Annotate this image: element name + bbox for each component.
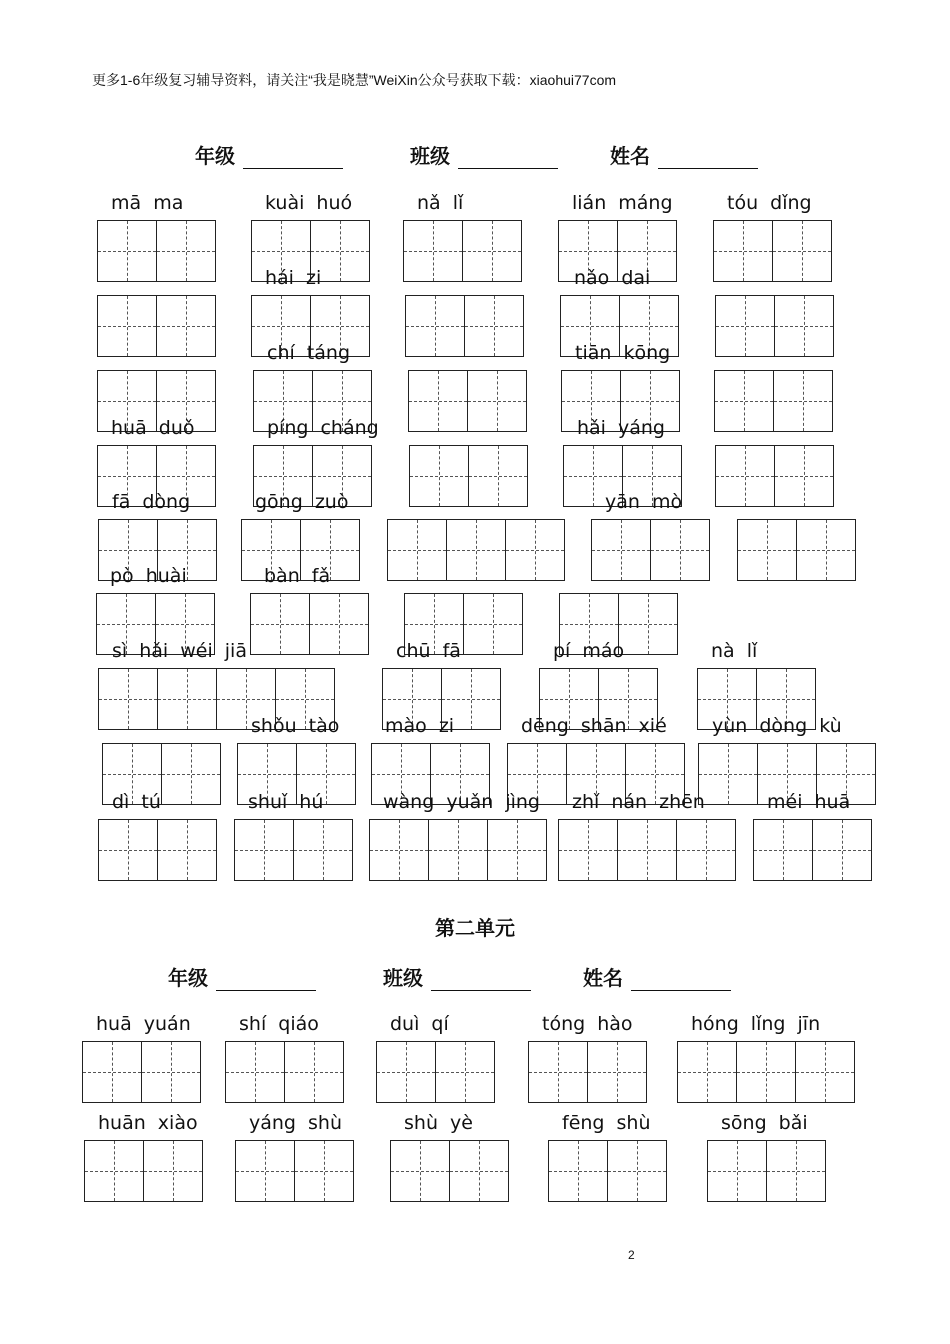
tian-zi-ge-boxes: [98, 819, 217, 881]
writing-cell[interactable]: [157, 296, 216, 356]
writing-cell[interactable]: [767, 1141, 826, 1201]
pinyin-label: pò huài: [110, 565, 187, 587]
writing-cell[interactable]: [294, 820, 353, 880]
tian-zi-ge-boxes: [713, 220, 832, 282]
writing-cell[interactable]: [142, 1042, 201, 1102]
writing-cell[interactable]: [714, 221, 773, 281]
pinyin-label: zhǐ nán zhēn: [572, 791, 705, 813]
pinyin-label: wàng yuǎn jìng: [383, 791, 540, 813]
writing-cell[interactable]: [469, 446, 528, 506]
writing-cell[interactable]: [708, 1141, 767, 1201]
unit2-class-blank[interactable]: [431, 972, 531, 991]
tian-zi-ge-boxes: [387, 519, 565, 581]
tian-zi-ge-boxes: [235, 1140, 354, 1202]
writing-cell[interactable]: [464, 594, 523, 654]
writing-cell[interactable]: [588, 1042, 647, 1102]
pinyin-label: bàn fǎ: [264, 565, 331, 587]
pinyin-label: gōng zuò: [255, 491, 349, 513]
unit2-class-field: [383, 962, 531, 991]
writing-cell[interactable]: [391, 1141, 450, 1201]
pinyin-label: hǎi yáng: [577, 417, 665, 439]
writing-cell[interactable]: [410, 446, 469, 506]
pinyin-label: chū fā: [396, 640, 461, 662]
writing-cell[interactable]: [488, 820, 547, 880]
writing-cell[interactable]: [651, 520, 710, 580]
pinyin-label: duì qí: [390, 1013, 449, 1035]
writing-cell[interactable]: [797, 520, 856, 580]
pinyin-label: huā duǒ: [111, 417, 195, 439]
tian-zi-ge-boxes: [558, 819, 736, 881]
writing-cell[interactable]: [592, 520, 651, 580]
tian-zi-ge-boxes: [405, 295, 524, 357]
tian-zi-ge-boxes: [714, 370, 833, 432]
writing-cell[interactable]: [158, 669, 217, 729]
tian-zi-ge-boxes: [715, 445, 834, 507]
pinyin-label: kuài huó: [265, 192, 353, 214]
tian-zi-ge-boxes: [528, 1041, 647, 1103]
tian-zi-ge-boxes: [250, 593, 369, 655]
writing-cell[interactable]: [388, 520, 447, 580]
writing-cell[interactable]: [436, 1042, 495, 1102]
pinyin-label: méi huā: [767, 791, 851, 813]
unit2-grade-field: [168, 962, 316, 991]
tian-zi-ge-boxes: [707, 1140, 826, 1202]
pinyin-label: yān mò: [605, 491, 683, 513]
name-field: [610, 140, 758, 169]
pinyin-label: mào zi: [385, 715, 455, 737]
writing-cell[interactable]: [99, 820, 158, 880]
writing-cell[interactable]: [608, 1141, 667, 1201]
pinyin-label: dì tú: [112, 791, 161, 813]
pinyin-label: shǒu tào: [251, 715, 340, 737]
pinyin-label: dēng shān xié: [521, 715, 667, 737]
unit2-name-label: 姓名: [583, 966, 623, 990]
writing-cell[interactable]: [450, 1141, 509, 1201]
writing-cell[interactable]: [775, 296, 834, 356]
pinyin-label: shí qiáo: [239, 1013, 319, 1035]
writing-cell[interactable]: [677, 820, 736, 880]
unit2-name-field: [583, 962, 731, 991]
pinyin-label: tóng hào: [542, 1013, 633, 1035]
tian-zi-ge-boxes: [97, 220, 216, 282]
writing-cell[interactable]: [285, 1042, 344, 1102]
tian-zi-ge-boxes: [234, 819, 353, 881]
writing-cell[interactable]: [236, 1141, 295, 1201]
pinyin-label: huā yuán: [96, 1013, 191, 1035]
pinyin-label: tóu dǐng: [727, 192, 812, 214]
writing-cell[interactable]: [409, 371, 468, 431]
writing-cell[interactable]: [559, 820, 618, 880]
pinyin-label: sì hǎi wéi jiā: [112, 640, 247, 662]
writing-cell[interactable]: [429, 820, 488, 880]
writing-cell[interactable]: [463, 221, 522, 281]
tian-zi-ge-boxes: [753, 819, 872, 881]
pinyin-label: fēng shù: [562, 1112, 651, 1134]
name-label: 姓名: [610, 144, 650, 168]
writing-cell[interactable]: [447, 520, 506, 580]
tian-zi-ge-boxes: [408, 370, 527, 432]
writing-cell[interactable]: [251, 594, 310, 654]
tian-zi-ge-boxes: [715, 295, 834, 357]
writing-cell[interactable]: [715, 371, 774, 431]
writing-cell[interactable]: [377, 1042, 436, 1102]
writing-cell[interactable]: [310, 594, 369, 654]
pinyin-label: nǎ lǐ: [417, 192, 464, 214]
pinyin-label: hóng lǐng jīn: [691, 1013, 821, 1035]
writing-cell[interactable]: [98, 296, 157, 356]
class-label: 班级: [410, 144, 450, 168]
writing-cell[interactable]: [157, 221, 216, 281]
tian-zi-ge-boxes: [82, 1041, 201, 1103]
unit2-name-blank[interactable]: [631, 972, 731, 991]
class-field: [410, 140, 558, 169]
header-note: 更多1-6年级复习辅导资料，请关注“我是晓慧”WeiXin公众号获取下载：xiaohui77com: [92, 72, 617, 88]
grade-label: 年级: [195, 144, 235, 168]
writing-cell[interactable]: [370, 820, 429, 880]
tian-zi-ge-boxes: [225, 1041, 344, 1103]
pinyin-label: lián máng: [572, 192, 673, 214]
unit2-grade-blank[interactable]: [216, 972, 316, 991]
tian-zi-ge-boxes: [369, 819, 547, 881]
tian-zi-ge-boxes: [591, 519, 710, 581]
writing-cell[interactable]: [226, 1042, 285, 1102]
pinyin-label: píng cháng: [267, 417, 379, 439]
writing-cell[interactable]: [619, 594, 678, 654]
writing-cell[interactable]: [738, 520, 797, 580]
writing-cell[interactable]: [404, 221, 463, 281]
tian-zi-ge-boxes: [409, 445, 528, 507]
pinyin-label: sōng bǎi: [721, 1112, 808, 1134]
writing-cell[interactable]: [406, 296, 465, 356]
class-blank[interactable]: [458, 150, 558, 169]
grade-blank[interactable]: [243, 150, 343, 169]
writing-cell[interactable]: [158, 820, 217, 880]
pinyin-label: pí máo: [553, 640, 625, 662]
writing-cell[interactable]: [773, 221, 832, 281]
writing-cell[interactable]: [618, 820, 677, 880]
pinyin-label: tiān kōng: [575, 342, 671, 364]
writing-cell[interactable]: [774, 371, 833, 431]
name-blank[interactable]: [658, 150, 758, 169]
writing-cell[interactable]: [813, 820, 872, 880]
pinyin-label: yáng shù: [249, 1112, 343, 1134]
pinyin-label: hái zi: [265, 267, 322, 289]
page-number: 2: [628, 1248, 635, 1262]
tian-zi-ge-boxes: [737, 519, 856, 581]
writing-cell[interactable]: [716, 296, 775, 356]
unit2-class-label: 班级: [383, 966, 423, 990]
unit2-title: 第二单元: [435, 916, 515, 940]
writing-cell[interactable]: [235, 820, 294, 880]
writing-cell[interactable]: [98, 221, 157, 281]
pinyin-label: huān xiào: [98, 1112, 198, 1134]
writing-cell[interactable]: [549, 1141, 608, 1201]
pinyin-label: shù yè: [404, 1112, 473, 1134]
tian-zi-ge-boxes: [677, 1041, 855, 1103]
writing-cell[interactable]: [295, 1141, 354, 1201]
pinyin-label: yùn dòng kù: [712, 715, 842, 737]
unit2-grade-label: 年级: [168, 966, 208, 990]
writing-cell[interactable]: [796, 1042, 855, 1102]
writing-cell[interactable]: [99, 669, 158, 729]
pinyin-label: shuǐ hú: [248, 791, 324, 813]
pinyin-label: mā ma: [111, 192, 184, 214]
writing-cell[interactable]: [754, 820, 813, 880]
writing-cell[interactable]: [83, 1042, 142, 1102]
writing-cell[interactable]: [144, 1141, 203, 1201]
writing-cell[interactable]: [162, 744, 221, 804]
pinyin-label: nà lǐ: [711, 640, 758, 662]
writing-cell[interactable]: [716, 446, 775, 506]
pinyin-label: fā dòng: [112, 491, 191, 513]
writing-cell[interactable]: [775, 446, 834, 506]
tian-zi-ge-boxes: [376, 1041, 495, 1103]
tian-zi-ge-boxes: [84, 1140, 203, 1202]
tian-zi-ge-boxes: [548, 1140, 667, 1202]
writing-cell[interactable]: [678, 1042, 737, 1102]
writing-cell[interactable]: [529, 1042, 588, 1102]
writing-cell[interactable]: [465, 296, 524, 356]
writing-cell[interactable]: [85, 1141, 144, 1201]
tian-zi-ge-boxes: [403, 220, 522, 282]
grade-field: [195, 140, 343, 169]
writing-cell[interactable]: [699, 744, 758, 804]
writing-cell[interactable]: [737, 1042, 796, 1102]
tian-zi-ge-boxes: [390, 1140, 509, 1202]
writing-cell[interactable]: [468, 371, 527, 431]
pinyin-label: chí táng: [267, 342, 351, 364]
tian-zi-ge-boxes: [97, 295, 216, 357]
pinyin-label: nǎo dai: [574, 267, 651, 289]
writing-cell[interactable]: [506, 520, 565, 580]
